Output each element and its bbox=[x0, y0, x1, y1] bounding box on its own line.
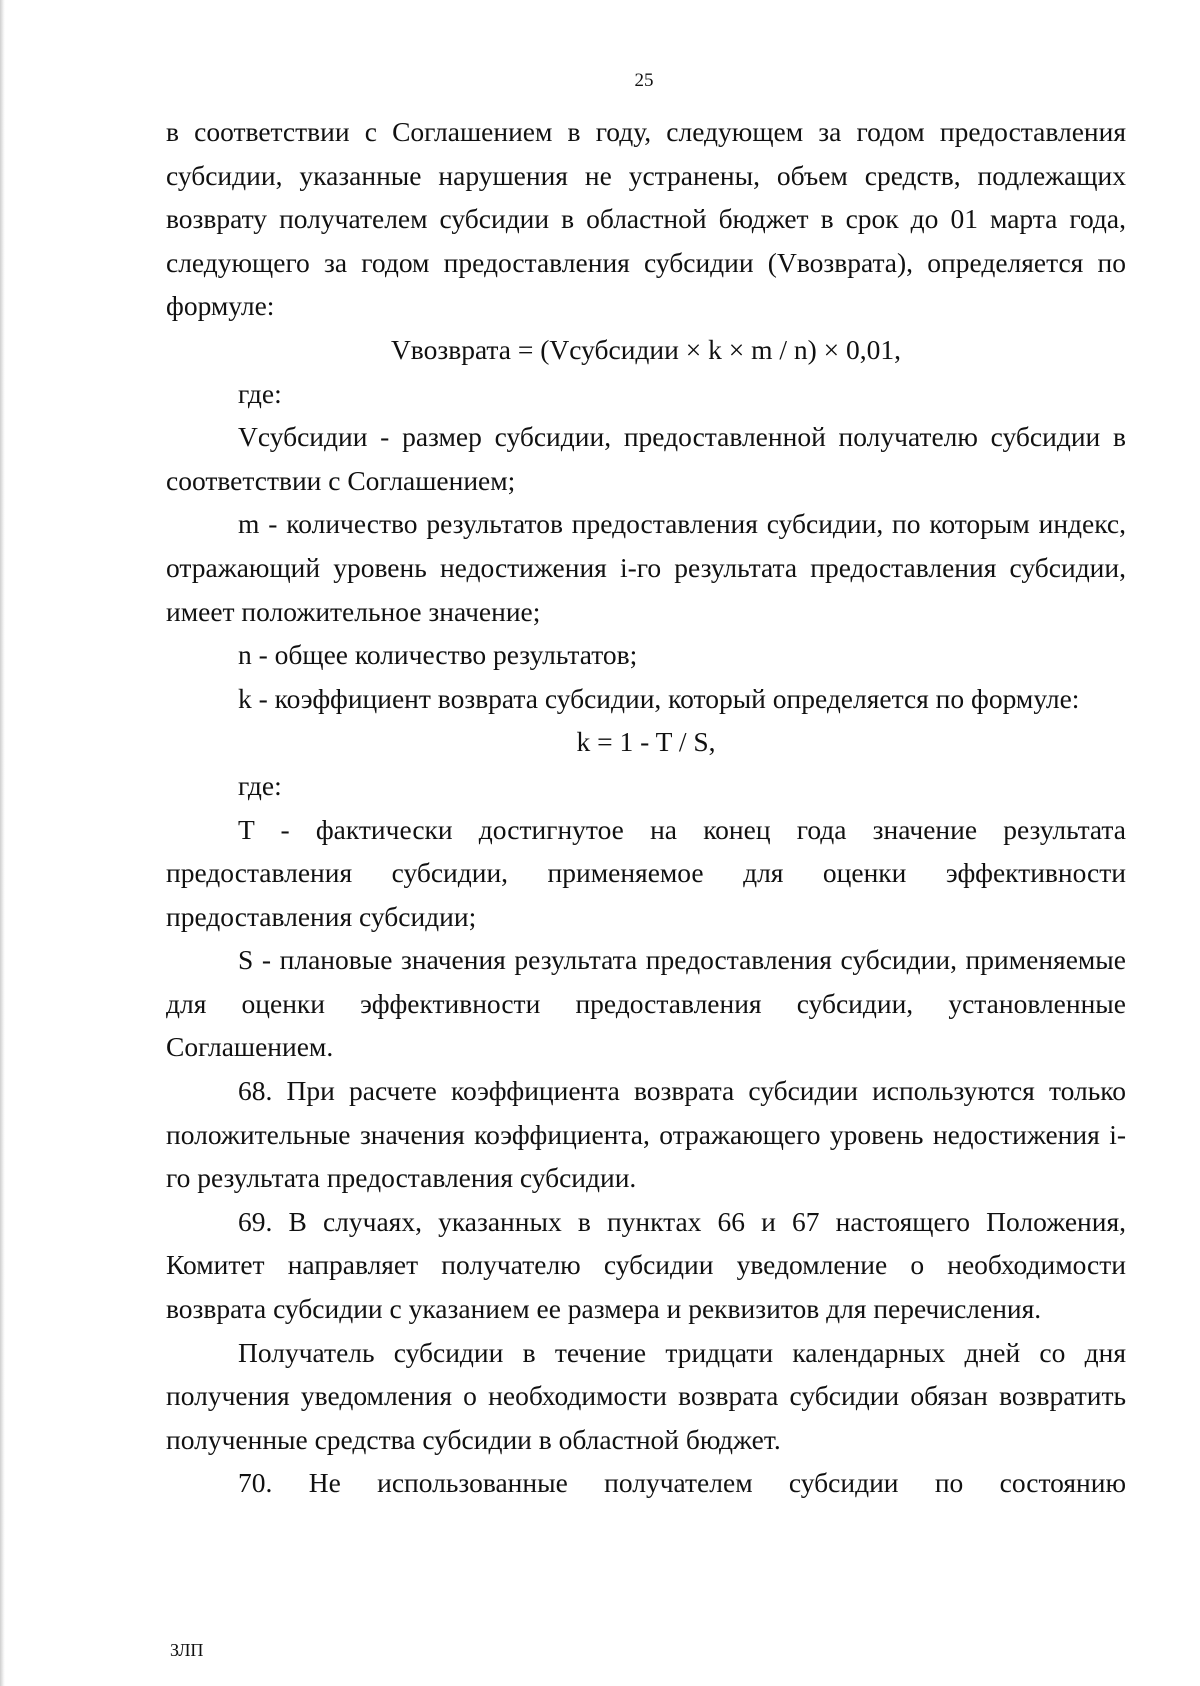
paragraph: Vсубсидии - размер субсидии, предоставленной получателю субсидии в соответствии с Соглашением; bbox=[166, 421, 1126, 496]
paragraph: 68. При расчете коэффициента возврата субсидии используются только положительные значения коэффициента, отражающего уровень недостижения i-го результата предоставления субсидии. bbox=[166, 1075, 1126, 1194]
paragraph: S - плановые значения результата предоставления субсидии, применяемые для оценки эффективности предоставления субсидии, установленные Соглашением. bbox=[166, 944, 1126, 1063]
document-body bbox=[166, 110, 1126, 1505]
paragraph: в соответствии с Соглашением в году, следующем за годом предоставления субсидии, указанные нарушения не устранены, объем средств, подлежащих возврату получателем субсидии в областной бюджет в срок до 01 марта года, следующего за годом предоставления субсидии (Vвозврата), определяется по формуле: bbox=[166, 116, 1126, 322]
paragraph: Получатель субсидии в течение тридцати календарных дней со дня получения уведомления о необходимости возврата субсидии обязан возвратить полученные средства субсидии в областной бюджет. bbox=[166, 1336, 1126, 1455]
formula-v-vozvrata: Vвозврата = (Vсубсидии × k × m / n) × 0,01, bbox=[390, 333, 902, 365]
page-number: 25 bbox=[634, 70, 654, 91]
paragraph: 70. Не использованные получателем субсидии по состоянию bbox=[238, 1467, 1126, 1499]
paragraph: m - количество результатов предоставления субсидии, по которым индекс, отражающий уровень недостижения i-го результата предоставления субсидии, имеет положительное значение; bbox=[166, 508, 1126, 627]
paragraph: T - фактически достигнутое на конец года значение результата предоставления субсидии, применяемое для оценки эффективности предоставления субсидии; bbox=[166, 813, 1126, 932]
paragraph: n - общее количество результатов; bbox=[238, 639, 638, 671]
formula-k: k = 1 - T / S, bbox=[576, 726, 716, 758]
footer-mark: ЗЛП bbox=[170, 1640, 204, 1660]
paragraph: 69. В случаях, указанных в пунктах 66 и 67 настоящего Положения, Комитет направляет получателю субсидии уведомление о необходимости возврата субсидии с указанием ее размера и реквизитов для перечисления. bbox=[166, 1205, 1126, 1325]
paragraph: k - коэффициент возврата субсидии, который определяется по формуле: bbox=[238, 682, 1080, 714]
where-label: где: bbox=[238, 377, 282, 409]
scan-edge bbox=[0, 0, 5, 1686]
where-label: где: bbox=[238, 769, 282, 801]
